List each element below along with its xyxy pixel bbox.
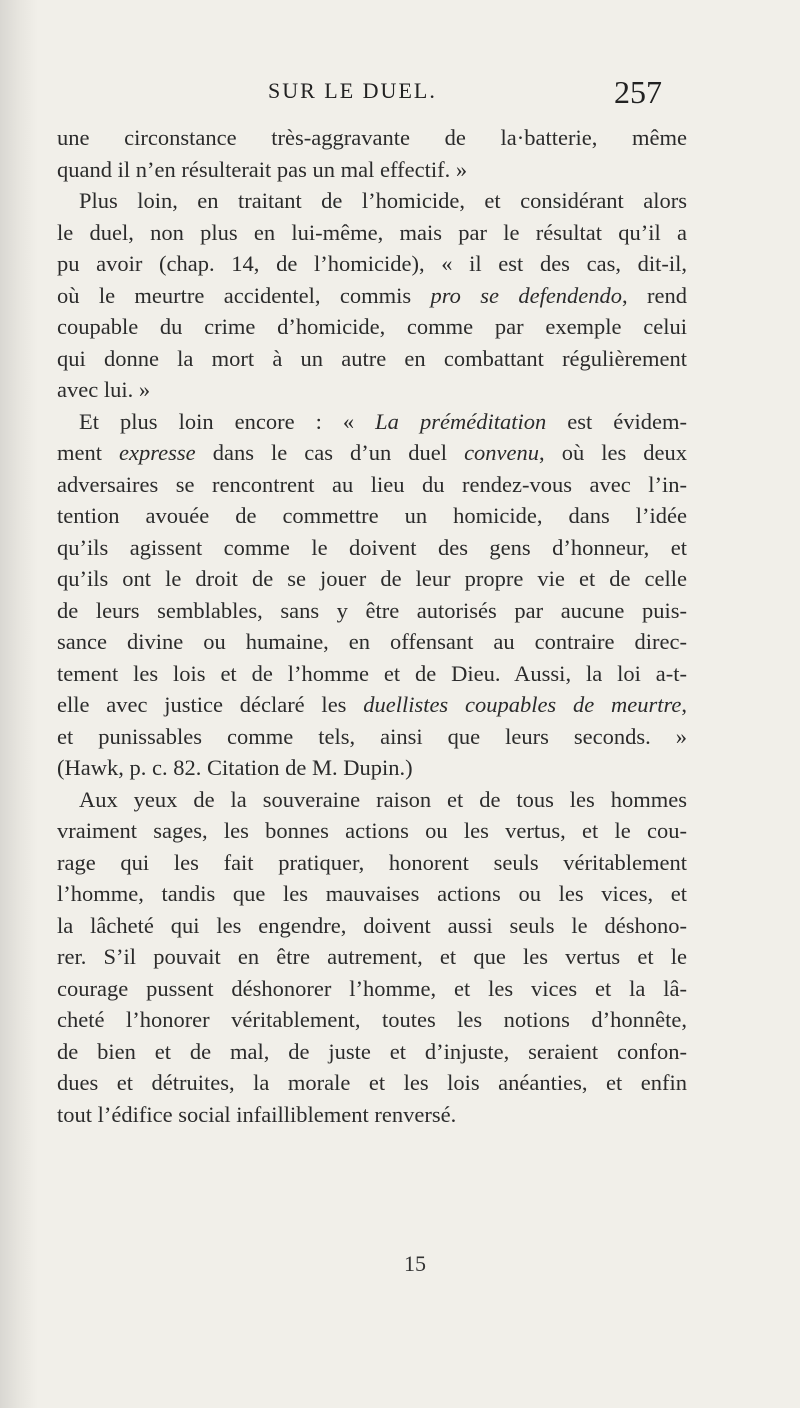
text-line: ment expresse dans le cas d’un duel convenu, où les deux [57,440,687,465]
text-line: vraiment sages, les bonnes actions ou les vertus, et le cou- [57,818,687,843]
text-line: sance divine ou humaine, en offensant au contraire direc- [57,629,687,654]
text-line: et punissables comme tels, ainsi que leurs seconds. » [57,723,687,749]
text-line: de leurs semblables, sans y être autorisés par aucune puis- [57,597,687,623]
body-text [57,122,687,1130]
text-line: tention avouée de commettre un homicide, dans l’idée [57,503,687,528]
italic-term: convenu [464,440,540,465]
text-line: rer. S’il pouvait en être autrement, et que les vertus et le [57,944,687,969]
text-line: l’homme, tandis que les mauvaises actions ou les vices, et [57,881,687,906]
text-line: cheté l’honorer véritablement, toutes les notions d’honnête, [57,1007,687,1032]
text-line: courage pussent déshonorer l’homme, et les vices et la lâ- [57,975,687,1001]
text-line: qu’ils ont le droit de se jouer de leur propre vie et de celle [57,566,687,591]
text-line: une circonstance très-aggravante de la·batterie, même [57,125,687,150]
latin-phrase: pro se defendendo [430,282,623,308]
page-number: 257 [614,74,662,110]
text-line: qu’ils agissent comme le doivent des gens d’honneur, et [57,534,687,560]
paragraph-start-line: Aux yeux de la souveraine raison et de tous les hommes [79,786,687,812]
text-line: dues et détruites, la morale et les lois anéanties, et enfin [57,1070,687,1095]
text-line: rage qui les fait pratiquer, honorent seuls véritablement [57,849,687,875]
text-line: coupable du crime d’homicide, comme par exemple celui [57,314,687,339]
text-line: adversaires se rencontrent au lieu du rendez-vous avec l’in- [57,471,687,497]
text-line: tement les lois et de l’homme et de Dieu. Aussi, la loi a-t- [57,660,687,686]
page-gutter-shadow [0,0,38,1408]
text-line: qui donne la mort à un autre en combattant régulièrement [57,345,687,371]
italic-term: duellistes coupables de meurtre [363,692,682,717]
italic-term: La préméditation [375,408,547,434]
paragraph-start-line: Et plus loin encore : « La préméditation est évidem- [79,408,687,434]
text-line: quand il n’en résulterait pas un mal effectif. » [57,156,468,182]
text-line: pu avoir (chap. 14, de l’homicide), « il est des cas, dit-il, [57,251,687,276]
signature-mark: 15 [404,1251,426,1276]
text-line: avec lui. » [57,377,151,402]
text-line: tout l’édifice social infailliblement renversé. [57,1101,457,1127]
citation-line: (Hawk, p. c. 82. Citation de M. Dupin.) [57,755,413,780]
text-line: elle avec justice déclaré les duellistes coupables de meurtre, [57,692,687,717]
running-head: SUR LE DUEL. [268,78,437,103]
text-line: le duel, non plus en lui-même, mais par le résultat qu’il a [57,219,687,245]
text-line: où le meurtre accidentel, commis pro se defendendo, rend [57,282,687,308]
text-line: de bien et de mal, de juste et d’injuste, seraient confon- [57,1038,687,1064]
italic-term: expresse [119,440,196,465]
paragraph-start-line: Plus loin, en traitant de l’homicide, et considérant alors [79,188,687,213]
text-line: la lâcheté qui les engendre, doivent aussi seuls le déshono- [57,912,687,938]
